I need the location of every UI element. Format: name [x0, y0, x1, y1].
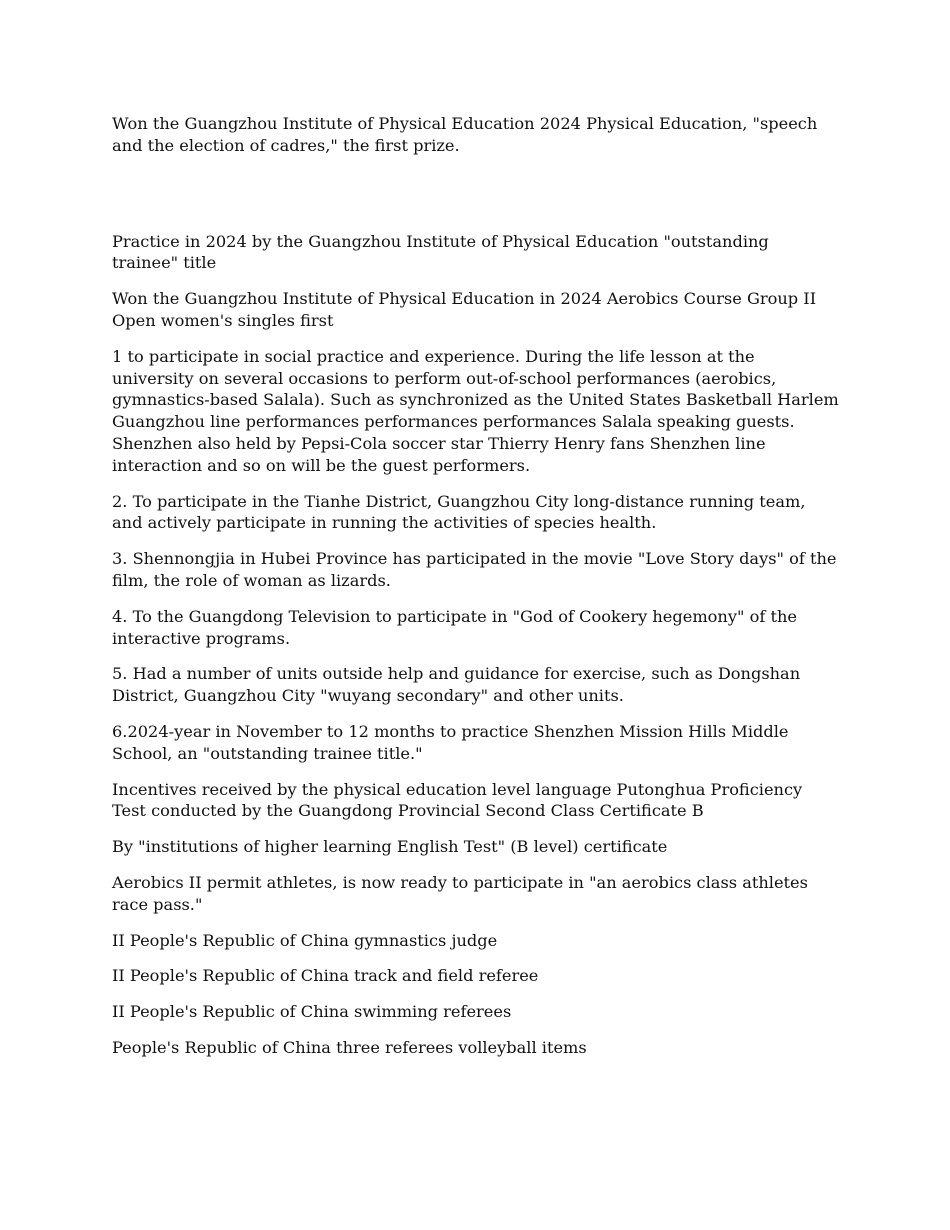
cert-track-field-referee: II People's Republic of China track and field referee	[112, 966, 539, 986]
item-tv-program: 4. To the Guangdong Television to participate in "God of Cookery hegemony" of the interactive programs.	[112, 606, 797, 648]
item-movie-role: 3. Shennongjia in Hubei Province has participated in the movie "Love Story days" of the film, the role of woman as lizards.	[112, 549, 837, 590]
cert-putonghua: Incentives received by the physical education level language Putonghua Proficiency Test conducted by the Guangdong Provincial Second Class Certificate B	[112, 779, 803, 821]
document-body	[112, 113, 840, 1073]
award-outstanding-trainee: Practice in 2024 by the Guangzhou Institute of Physical Education "outstanding trainee" title	[112, 231, 769, 273]
item-social-practice: 1 to participate in social practice and experience. During the life lesson at the university on several occasions to perform out-of-school performances (aerobics, gymnastics-based Salala). Such as synchronized as the United States Basketball Harlem Guangzhou line performances performances performances Salala speaking guests. Shenzhen also held by Pepsi-Cola soccer star Thierry Henry fans Shenzhen line interaction and so on will be the guest performers.	[112, 346, 839, 475]
item-running-team: 2. To participate in the Tianhe District, Guangzhou City long-distance running team, and actively participate in running the activities of species health.	[112, 491, 806, 533]
award-aerobics-singles: Won the Guangzhou Institute of Physical Education in 2024 Aerobics Course Group II Open women's singles first	[112, 289, 817, 330]
award-speech-election: Won the Guangzhou Institute of Physical Education 2024 Physical Education, "speech and the election of cadres," the first prize.	[112, 114, 818, 155]
cert-aerobics-athlete: Aerobics II permit athletes, is now ready to participate in "an aerobics class athletes race pass."	[112, 872, 808, 914]
cert-english-test: By "institutions of higher learning English Test" (B level) certificate	[112, 837, 668, 857]
cert-gymnastics-judge: II People's Republic of China gymnastics judge	[112, 930, 498, 950]
cert-swimming-referee: II People's Republic of China swimming referees	[112, 1002, 512, 1022]
item-exercise-guidance: 5. Had a number of units outside help and guidance for exercise, such as Dongshan District, Guangzhou City "wuyang secondary" and other units.	[112, 664, 801, 706]
item-school-practice: 6.2024-year in November to 12 months to practice Shenzhen Mission Hills Middle School, an "outstanding trainee title."	[112, 721, 789, 763]
cert-volleyball-referee: People's Republic of China three referees volleyball items	[112, 1037, 587, 1057]
